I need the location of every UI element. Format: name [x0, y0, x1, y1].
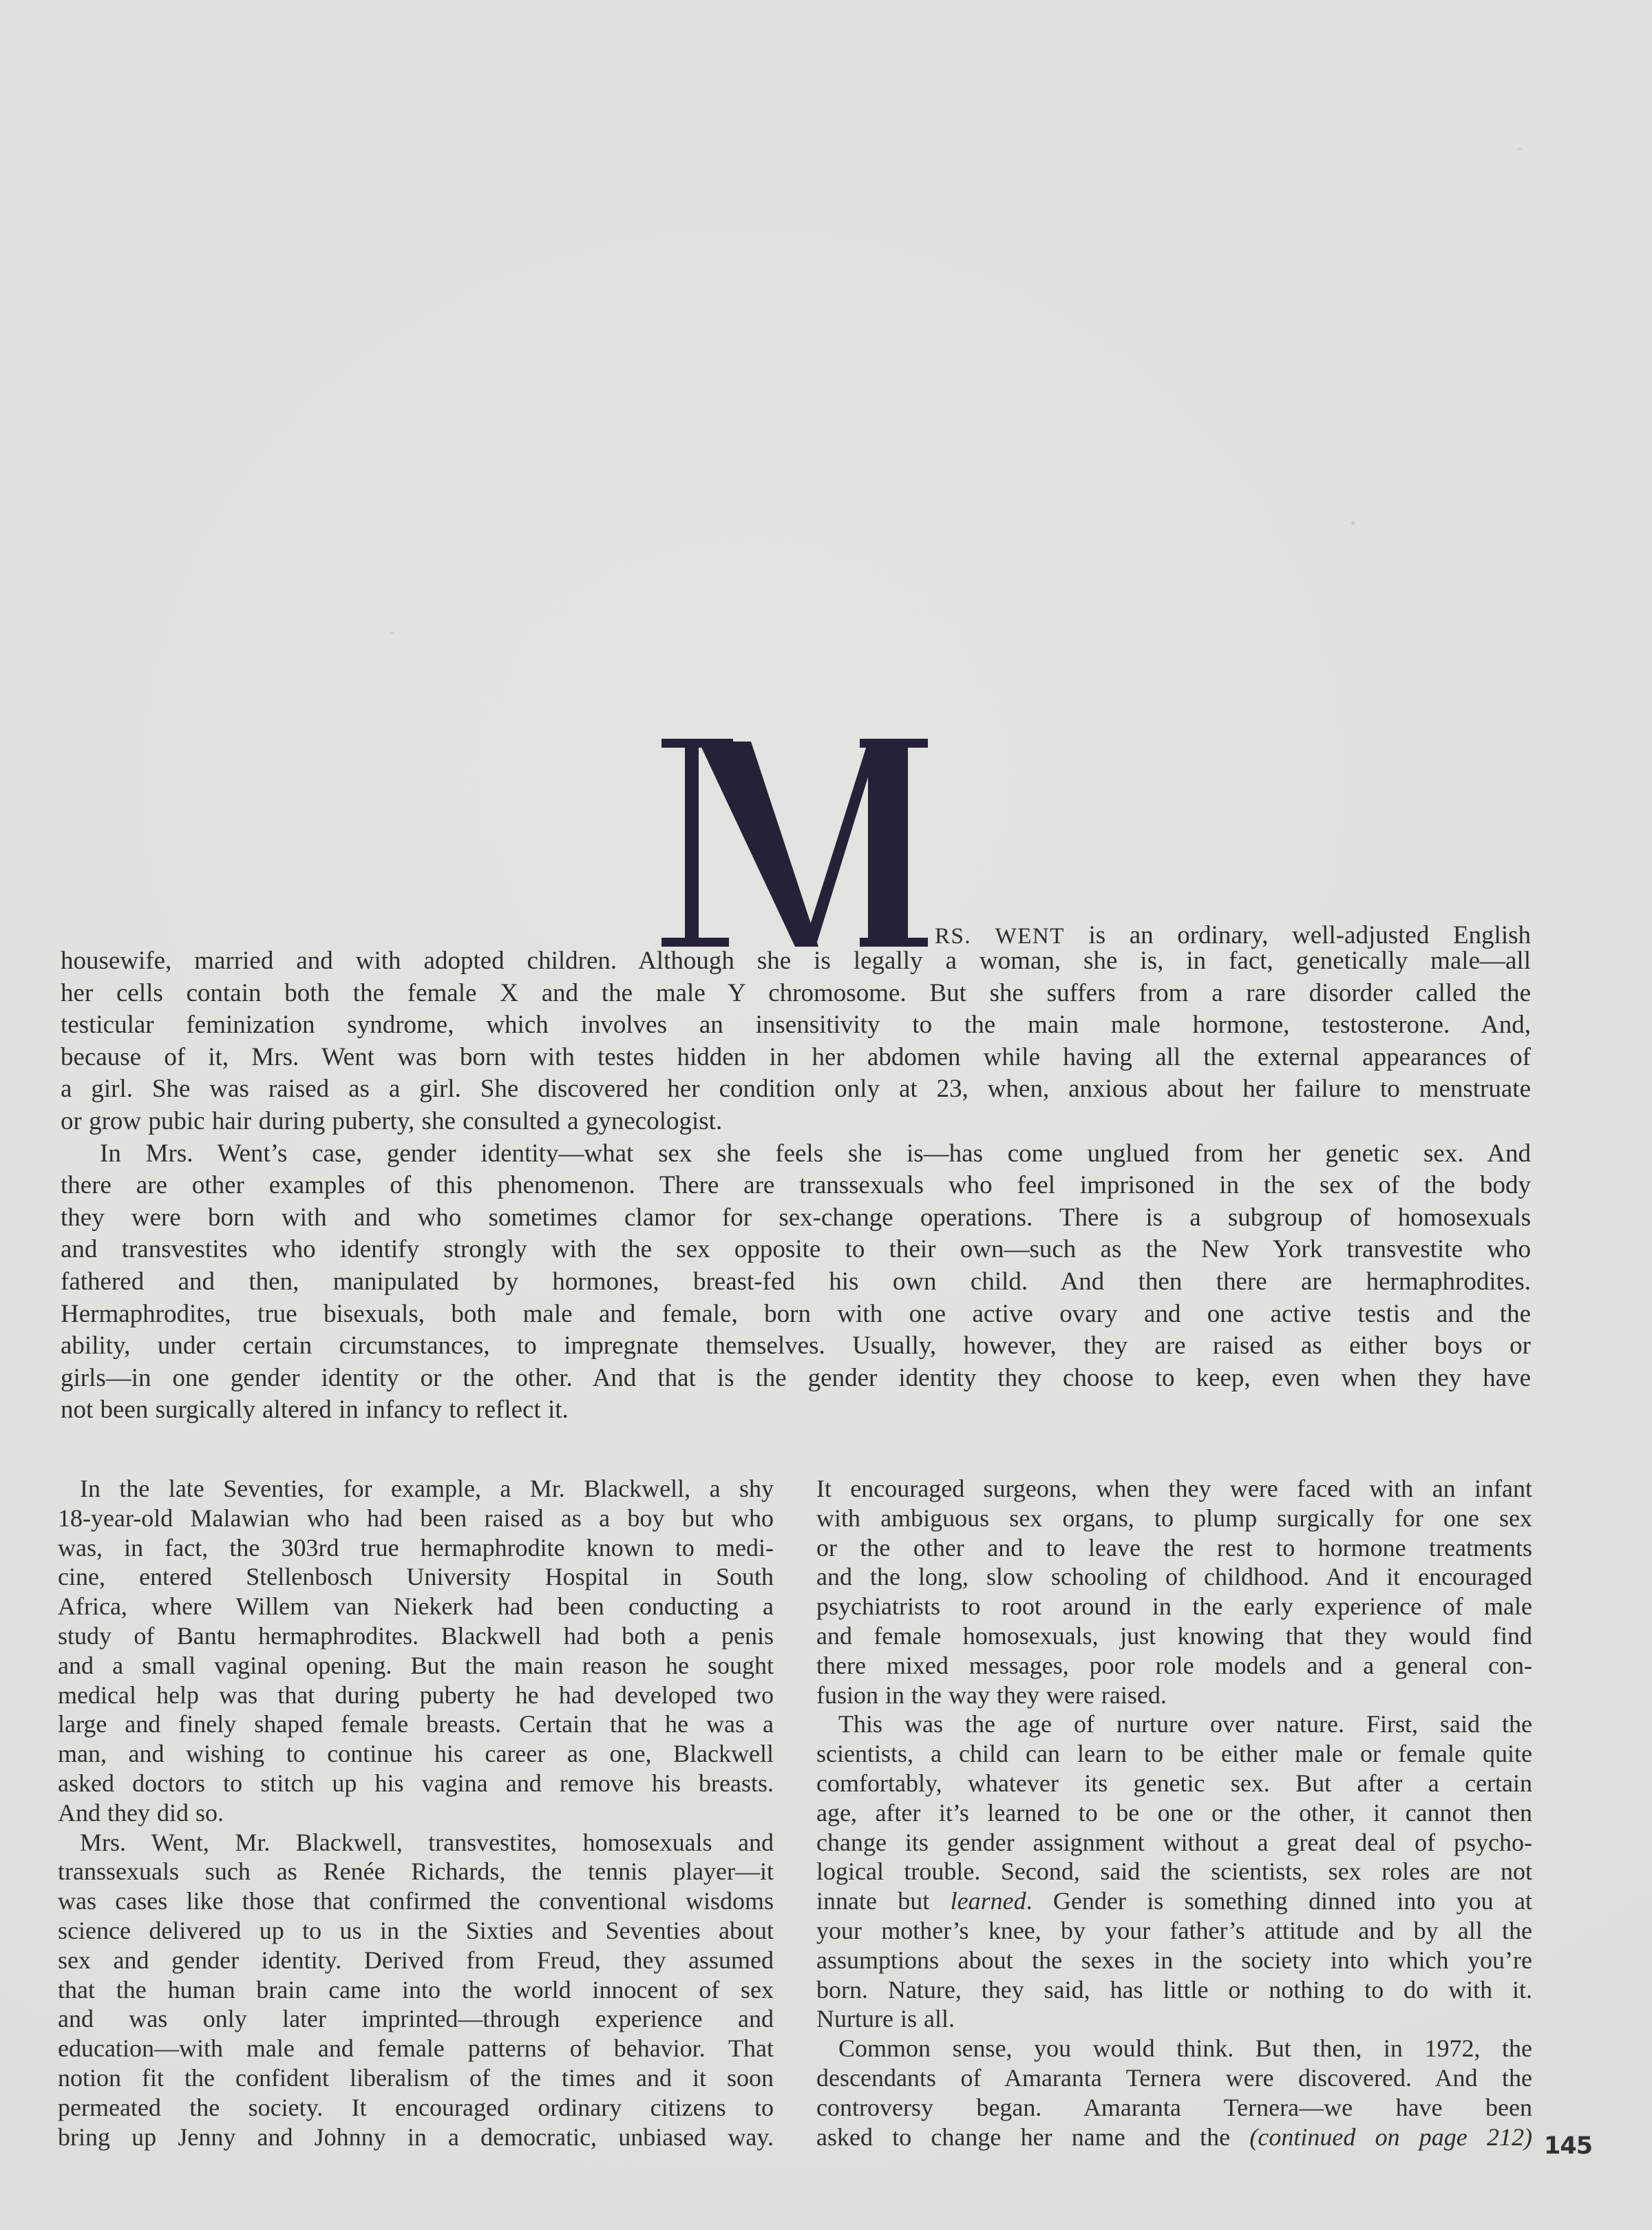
text-line: with ambiguous sex organs, to plump surgically for one sex	[816, 1504, 1532, 1532]
text-line: Mrs. Went, Mr. Blackwell, transvestites, homosexuals and	[80, 1828, 774, 1856]
text-line: psychiatrists to root around in the early experience of male	[816, 1592, 1532, 1621]
text-line: asked doctors to stitch up his vagina and remove his breasts.	[58, 1769, 774, 1797]
text-line: study of Bantu hermaphrodites. Blackwell had both a penis	[58, 1621, 774, 1650]
text-line: testicular feminization syndrome, which involves an insensitivity to the main male hormone, testosterone. And,	[61, 1011, 1531, 1040]
text-line: or grow pubic hair during puberty, she consulted a gynecologist.	[61, 1106, 723, 1135]
text-line: transsexuals such as Renée Richards, the tennis player—it	[58, 1858, 774, 1886]
paragraph	[816, 2034, 1532, 2152]
text-line: girls—in one gender identity or the other. And that is the gender identity they choose to keep, even when they have	[61, 1363, 1531, 1392]
right-column	[816, 1474, 1532, 2152]
text-line: In Mrs. Went’s case, gender identity—what sex she feels she is—has come unglued from her genetic sex. And	[100, 1139, 1531, 1168]
text-line: asked to change her name and the (continued on page 212)	[816, 2123, 1532, 2151]
paper-speck	[390, 631, 394, 634]
text-line: It encouraged surgeons, when they were faced with an infant	[816, 1475, 1532, 1502]
text-line: permeated the society. It encouraged ordinary citizens to	[58, 2093, 774, 2121]
text-line: Common sense, you would think. But then, in 1972, the	[838, 2034, 1532, 2063]
paragraph	[61, 1138, 1531, 1427]
text-line: because of it, Mrs. Went was born with testes hidden in her abdomen while having all the external appearances of	[61, 1042, 1531, 1071]
text-line: Nurture is all.	[816, 2005, 955, 2033]
text-line: her cells contain both the female X and the male Y chromosome. But she suffers from a rare disorder called the	[61, 978, 1531, 1007]
text-line: large and finely shaped female breasts. Certain that he was a	[58, 1710, 774, 1738]
text-line: logical trouble. Second, said the scientists, sex roles are not	[816, 1858, 1532, 1886]
text-line: scientists, a child can learn to be either male or female quite	[816, 1740, 1532, 1768]
dropcap-letter-m	[661, 739, 928, 947]
paragraph	[58, 1828, 774, 2152]
text-line: This was the age of nurture over nature. First, said the	[838, 1710, 1532, 1738]
text-line: born. Nature, they said, has little or nothing to do with it.	[816, 1975, 1532, 2003]
text-line: bring up Jenny and Johnny in a democratic, unbiased way.	[58, 2123, 774, 2151]
text-line: education—with male and female patterns of behavior. That	[58, 2034, 774, 2063]
text-line: a girl. She was raised as a girl. She discovered her condition only at 23, when, anxious about her failure to menstruate	[61, 1075, 1531, 1104]
text-line: comfortably, whatever its genetic sex. But after a certain	[816, 1769, 1532, 1797]
text-line: housewife, married and with adopted children. Although she is legally a woman, she is, in fact, genetically male—all	[61, 947, 1531, 975]
text-line: sex and gender identity. Derived from Freud, they assumed	[58, 1946, 774, 1974]
text-line: descendants of Amaranta Ternera were discovered. And the	[816, 2063, 1532, 2092]
text-line: and a small vaginal opening. But the main reason he sought	[58, 1651, 774, 1679]
left-column	[58, 1474, 774, 2152]
text-line: and transvestites who identify strongly with the sex opposite to their own—such as the New York transvestite who	[61, 1235, 1531, 1264]
page-number: 145	[1544, 2132, 1593, 2160]
text-line: change its gender assignment without a great deal of psycho-	[816, 1828, 1532, 1856]
text-line: Africa, where Willem van Niekerk had been conducting a	[58, 1592, 774, 1621]
text-line: there mixed messages, poor role models and a general con-	[816, 1651, 1532, 1679]
text-line: man, and wishing to continue his career as one, Blackwell	[58, 1740, 774, 1768]
text-line: fusion in the way they were raised.	[816, 1681, 1167, 1709]
text-line: there are other examples of this phenomenon. There are transsexuals who feel imprisoned in the sex of the body	[61, 1171, 1531, 1200]
text-line: not been surgically altered in infancy to reflect it.	[61, 1396, 569, 1424]
paragraph	[816, 1710, 1532, 2034]
text-line: your mother’s knee, by your father’s attitude and by all the	[816, 1916, 1532, 1944]
text-line: controversy began. Amaranta Ternera—we have been	[816, 2093, 1532, 2121]
paper-speck	[1516, 147, 1523, 150]
lede-paragraphs	[61, 945, 1531, 1427]
text-line: or the other and to leave the rest to hormone treatments	[816, 1533, 1532, 1561]
text-line: and was only later imprinted—through experience and	[58, 2005, 774, 2033]
text-line: cine, entered Stellenbosch University Hospital in South	[58, 1563, 774, 1591]
text-line: ability, under certain circumstances, to impregnate themselves. Usually, however, they are raised as either boys or	[61, 1332, 1531, 1360]
text-line: they were born with and who sometimes clamor for sex-change operations. There is a subgroup of homosexuals	[61, 1203, 1531, 1232]
text-line: innate but learned. Gender is something dinned into you at	[816, 1887, 1532, 1915]
text-line: 18-year-old Malawian who had been raised as a boy but who	[58, 1504, 774, 1532]
text-line: fathered and then, manipulated by hormones, breast-fed his own child. And then there are hermaphrodites.	[61, 1267, 1531, 1296]
text-line: science delivered up to us in the Sixties and Seventies about	[58, 1916, 774, 1944]
paragraph	[58, 1474, 774, 1828]
paper-speck	[1351, 521, 1355, 525]
text-line: assumptions about the sexes in the society into which you’re	[816, 1946, 1532, 1974]
text-line: age, after it’s learned to be one or the other, it cannot then	[816, 1798, 1532, 1827]
text-line: that the human brain came into the world innocent of sex	[58, 1975, 774, 2003]
text-line: was, in fact, the 303rd true hermaphrodite known to medi-	[58, 1533, 774, 1561]
text-line: was cases like those that confirmed the conventional wisdoms	[58, 1887, 774, 1915]
lede-smallcaps-text: RS. WENT	[935, 924, 1065, 949]
text-line: In the late Seventies, for example, a Mr. Blackwell, a shy	[80, 1475, 774, 1502]
text-line: and the long, slow schooling of childhood. And it encouraged	[816, 1563, 1532, 1591]
text-line: notion fit the confident liberalism of the times and it soon	[58, 2063, 774, 2092]
text-line: and female homosexuals, just knowing that they would find	[816, 1621, 1532, 1650]
text-line: Hermaphrodites, true bisexuals, both male and female, born with one active ovary and one active testis and the	[61, 1299, 1531, 1328]
paragraph	[61, 945, 1531, 1138]
text-line: And they did so.	[58, 1798, 224, 1827]
text-line: medical help was that during puberty he had developed two	[58, 1681, 774, 1709]
lede-first-line-text: is an ordinary, well-adjusted English	[1064, 921, 1532, 949]
paragraph	[816, 1474, 1532, 1710]
